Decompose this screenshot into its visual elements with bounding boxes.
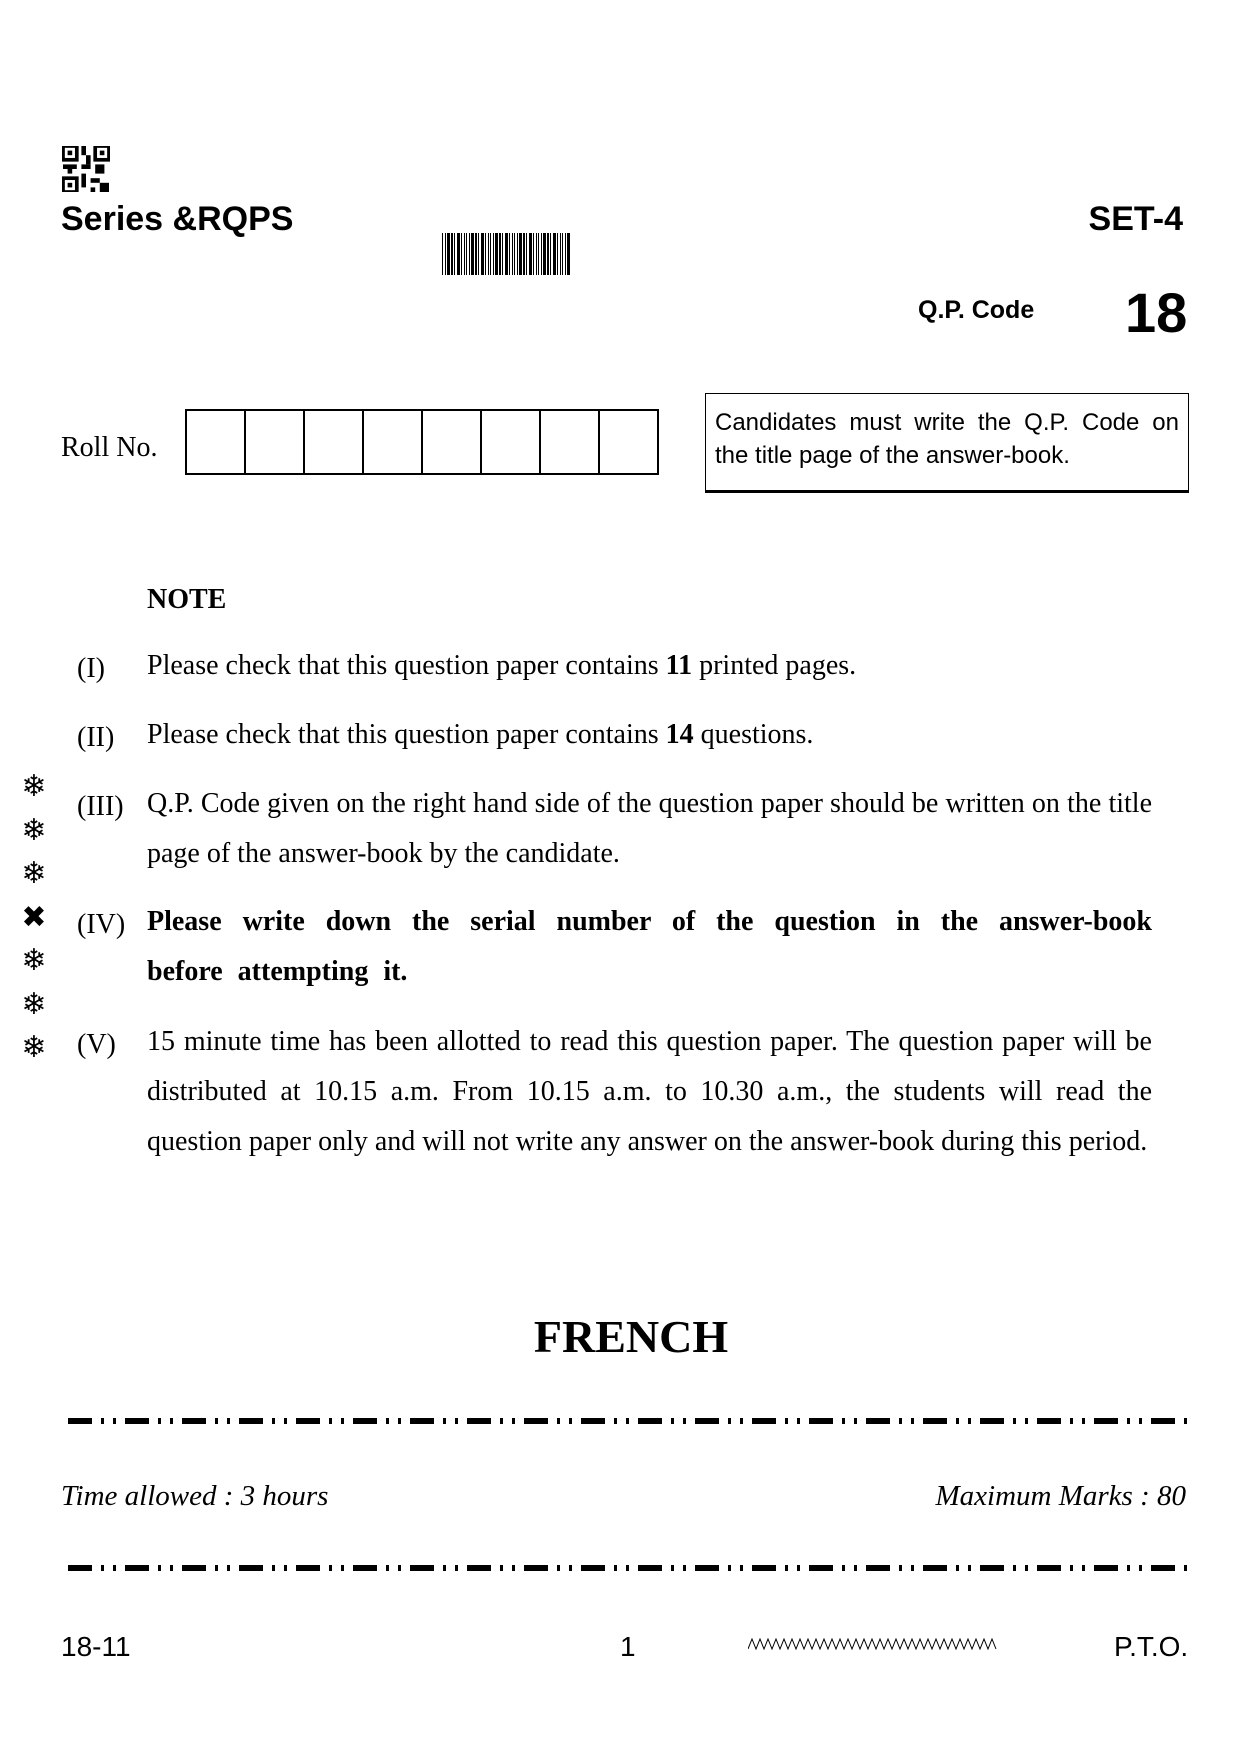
item-text: Please check that this question paper contains (147, 650, 666, 681)
roll-box[interactable] (305, 411, 364, 473)
asterisk-marks-icon: ❄ ❄ ❄ ✖ ❄ ❄ ❄ (21, 770, 47, 1064)
question-count: 14 (665, 719, 694, 750)
paper-code: 18-11 (61, 1631, 131, 1662)
series-label: Series &RQPS (61, 200, 294, 238)
page-count: 11 (665, 650, 693, 681)
roll-box[interactable] (246, 411, 305, 473)
roll-box[interactable] (423, 411, 482, 473)
roll-box[interactable] (187, 411, 246, 473)
note-item (147, 641, 1152, 691)
set-label: SET-4 (1088, 200, 1183, 238)
qp-code-label: Q.P. Code (918, 296, 1035, 324)
item-text: Please check that this question paper contains (147, 719, 666, 750)
roll-box[interactable] (364, 411, 423, 473)
dash-dot-divider (68, 1565, 1192, 1571)
dash-dot-divider (68, 1418, 1192, 1424)
qp-code-notice: Candidates must write the Q.P. Code on the title page of the answer-book. (705, 393, 1189, 493)
item-number: (III) (77, 791, 124, 822)
note-item (147, 710, 1152, 760)
page-number: 1 (620, 1631, 636, 1662)
subject-title: FRENCH (533, 1311, 729, 1362)
note-item: Q.P. Code given on the right hand side of the question paper should be written on the title page of the answer-book by the candidate. (147, 788, 1152, 869)
note-heading: NOTE (147, 584, 227, 615)
roll-number-boxes[interactable] (185, 409, 659, 475)
item-text: questions. (693, 719, 814, 750)
item-number: (V) (77, 1029, 116, 1060)
maximum-marks: Maximum Marks : 80 (935, 1480, 1186, 1512)
roll-box[interactable] (600, 411, 657, 473)
pto-label: P.T.O. (1114, 1631, 1189, 1662)
zigzag-line-icon (748, 1638, 998, 1650)
note-item: 15 minute time has been allotted to read this question paper. The question paper will be distributed at 10.15 a.m. From 10.15 a.m. to 10.30 a.m., the students will read the question paper only and will not write any answer on the answer-book during this period. (147, 1026, 1152, 1157)
barcode-icon (442, 233, 572, 275)
item-number: (IV) (77, 909, 126, 940)
roll-box[interactable] (482, 411, 541, 473)
item-text: printed pages. (692, 650, 857, 681)
qr-code-icon (62, 146, 110, 192)
roll-number-label: Roll No. (61, 432, 158, 463)
note-item: Please write down the serial number of the question in the answer-book before attempting it. (147, 906, 1152, 987)
item-number: (I) (77, 653, 105, 684)
qp-code: 18 (1125, 281, 1188, 344)
time-allowed: Time allowed : 3 hours (61, 1480, 329, 1512)
item-number: (II) (77, 722, 115, 753)
roll-box[interactable] (541, 411, 600, 473)
